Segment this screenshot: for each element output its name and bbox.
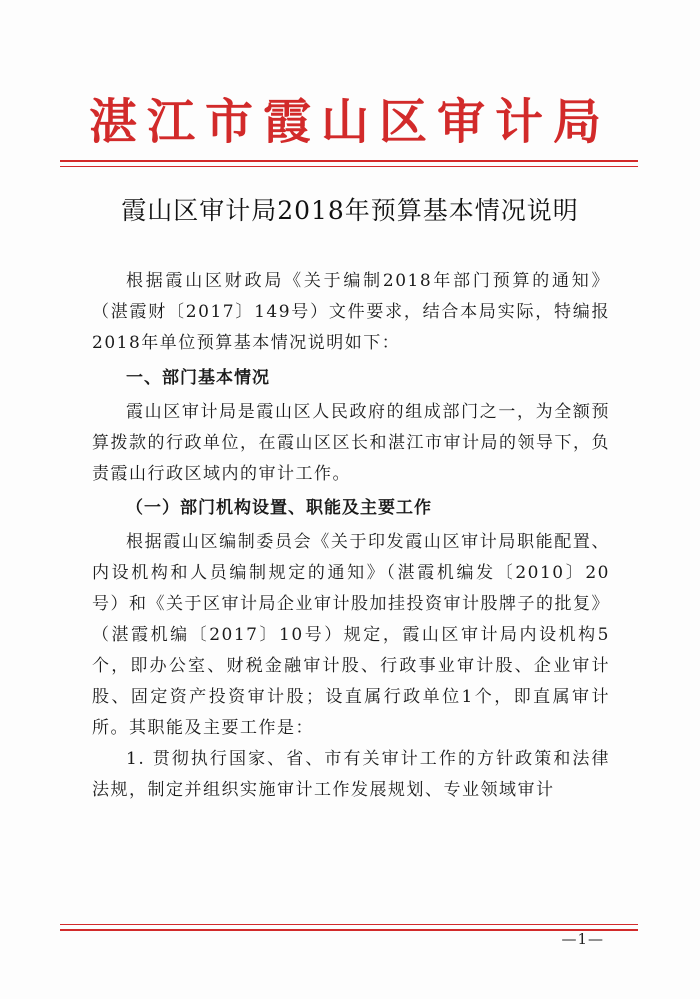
section-subheading-1: （一）部门机构设置、职能及主要工作 xyxy=(126,498,432,518)
organization-structure-paragraph: 根据霞山区编制委员会《关于印发霞山区审计局职能配置、内设机构和人员编制规定的通知》（湛霞机编发〔2010〕20号）和《关于区审计局企业审计股加挂投资审计股牌子的批复》（湛霞机编〔2017〕10号）规定，霞山区审计局内设机构5个，即办公室、财税金融审计股、行政事业审计股、企业审计股、固定资产投资审计股；设直属行政单位1个，即直属审计所。其职能及主要工作是： xyxy=(92,532,610,738)
section-heading-1: 一、部门基本情况 xyxy=(126,368,270,388)
organization-header: 湛江市霞山区审计局 xyxy=(88,94,611,150)
page-number: —1— xyxy=(561,930,604,948)
header-red-rule xyxy=(60,160,638,162)
footer-red-rule-thin xyxy=(60,924,638,925)
duty-item-1: 1. 贯彻执行国家、省、市有关审计工作的方针政策和法律法规，制定并组织实施审计工作发展规划、专业领域审计 xyxy=(92,749,610,800)
footer-red-rule xyxy=(60,929,638,931)
document-body xyxy=(92,266,610,806)
intro-paragraph: 根据霞山区财政局《关于编制2018年部门预算的通知》（湛霞财〔2017〕149号）文件要求，结合本局实际，特编报2018年单位预算基本情况说明如下： xyxy=(92,271,610,353)
department-overview-paragraph: 霞山区审计局是霞山区人民政府的组成部门之一，为全额预算拨款的行政单位，在霞山区区长和湛江市审计局的领导下，负责霞山行政区域内的审计工作。 xyxy=(92,402,610,484)
document-title: 霞山区审计局2018年预算基本情况说明 xyxy=(121,196,579,225)
header-red-rule-thin xyxy=(60,166,638,167)
